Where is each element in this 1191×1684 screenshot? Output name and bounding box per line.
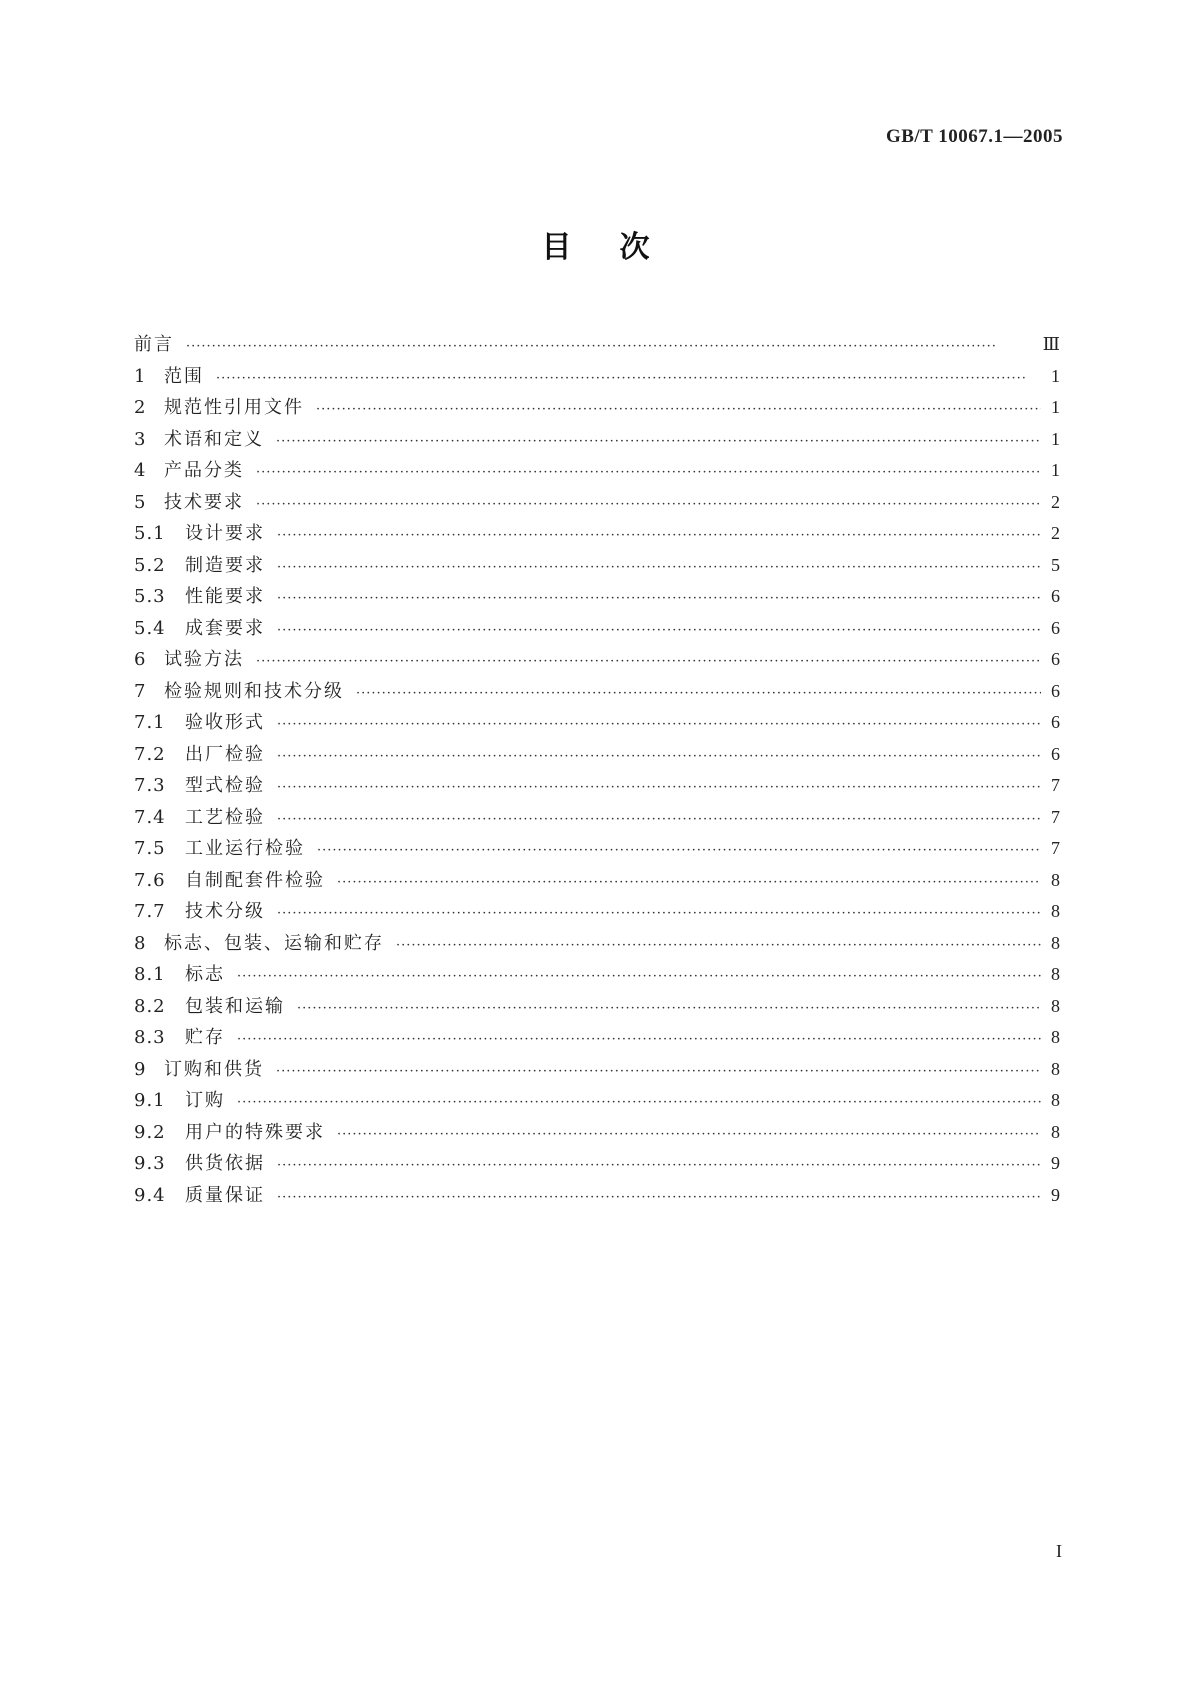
toc-entry-label: 验收形式 [185, 712, 265, 733]
toc-entry[interactable] [134, 707, 1060, 739]
toc-entry-number: 5 [134, 491, 147, 513]
toc-dot-leader [297, 993, 1041, 1025]
toc-entry[interactable] [134, 613, 1060, 645]
toc-entry[interactable] [134, 455, 1060, 487]
toc-dot-leader [237, 1024, 1041, 1056]
toc-entry-page: 8 [1051, 964, 1060, 984]
toc-dot-leader [277, 741, 1041, 773]
toc-entry-number: 9.2 [134, 1121, 166, 1143]
toc-entry-page: 1 [1051, 365, 1060, 386]
toc-entry-number: 9 [134, 1058, 147, 1080]
toc-entry-page: 1 [1051, 428, 1060, 449]
toc-entry-number: 6 [134, 649, 147, 670]
toc-dot-leader [256, 646, 1041, 678]
toc-entry[interactable] [134, 865, 1060, 897]
toc-entry-page: 8 [1051, 1027, 1060, 1047]
toc-entry-page: 7 [1051, 838, 1060, 858]
toc-entry[interactable] [134, 361, 1060, 393]
toc-entry-page: 8 [1051, 901, 1060, 921]
toc-entry-label: 自制配套件检验 [185, 869, 325, 891]
toc-entry-number: 5.3 [134, 586, 166, 607]
toc-entry-page: 6 [1051, 743, 1060, 764]
toc-entry-number: 9.4 [134, 1184, 166, 1206]
table-of-contents [134, 329, 1060, 1211]
toc-entry[interactable] [134, 518, 1060, 550]
toc-dot-leader [277, 583, 1041, 615]
toc-entry-number: 9.3 [134, 1153, 166, 1174]
toc-dot-leader [277, 615, 1041, 647]
toc-entry-number: 5.2 [134, 554, 166, 576]
toc-entry-page: 5 [1051, 554, 1060, 575]
toc-entry-label: 订购和供货 [164, 1058, 264, 1080]
toc-entry-label: 质量保证 [185, 1184, 265, 1206]
toc-entry[interactable] [134, 329, 1060, 361]
toc-entry-number: 7.2 [134, 743, 166, 765]
toc-dot-leader [186, 331, 1033, 363]
toc-entry[interactable] [134, 802, 1060, 834]
toc-entry-label: 供货依据 [185, 1153, 265, 1174]
toc-entry[interactable] [134, 487, 1060, 519]
toc-entry-label: 贮存 [185, 1027, 225, 1048]
toc-entry-label: 订购 [185, 1090, 225, 1111]
toc-entry-page: 1 [1051, 460, 1060, 480]
toc-entry-number: 2 [134, 397, 147, 418]
toc-entry-number: 5.4 [134, 617, 166, 639]
toc-entry-label: 出厂检验 [185, 743, 265, 765]
toc-entry-label: 前言 [134, 334, 174, 355]
toc-entry-label: 性能要求 [185, 586, 265, 607]
toc-entry-page: 9 [1051, 1153, 1060, 1173]
toc-dot-leader [316, 394, 1041, 426]
toc-entry-label: 试验方法 [164, 649, 244, 670]
toc-dot-leader [277, 709, 1041, 741]
standard-number: GB/T 10067.1—2005 [885, 126, 1063, 147]
toc-dot-leader [256, 489, 1041, 521]
toc-entry-page: 6 [1051, 586, 1060, 606]
toc-entry-page: 8 [1051, 1121, 1060, 1142]
toc-dot-leader [216, 363, 1041, 395]
toc-entry-label: 标志 [185, 964, 225, 985]
toc-entry-label: 用户的特殊要求 [185, 1121, 325, 1143]
toc-entry-page: 8 [1051, 869, 1060, 890]
toc-entry-page: 7 [1051, 775, 1060, 795]
toc-entry-number: 7.3 [134, 775, 166, 796]
toc-entry-page: 1 [1051, 397, 1060, 417]
toc-entry-page: 8 [1051, 1090, 1060, 1110]
toc-entry[interactable] [134, 676, 1060, 708]
toc-dot-leader [237, 1087, 1041, 1119]
toc-entry[interactable] [134, 392, 1060, 424]
toc-entry[interactable] [134, 424, 1060, 456]
toc-entry-label: 包装和运输 [185, 995, 285, 1017]
toc-dot-leader [276, 426, 1041, 458]
toc-entry-page: 8 [1051, 995, 1060, 1016]
toc-entry-number: 9.1 [134, 1090, 166, 1111]
toc-entry-label: 制造要求 [185, 554, 265, 576]
toc-entry[interactable] [134, 1022, 1060, 1054]
toc-entry-label: 产品分类 [164, 460, 244, 481]
toc-entry[interactable] [134, 1085, 1060, 1117]
toc-entry-number: 7 [134, 680, 147, 702]
toc-dot-leader [277, 804, 1041, 836]
toc-dot-leader [277, 772, 1041, 804]
toc-entry-number: 8.2 [134, 995, 166, 1017]
toc-entry-page: 6 [1051, 712, 1060, 732]
toc-dot-leader [356, 678, 1041, 710]
toc-entry-page: 2 [1051, 523, 1060, 543]
toc-entry-number: 7.4 [134, 806, 166, 828]
toc-entry-label: 标志、包装、运输和贮存 [164, 932, 384, 954]
toc-entry[interactable] [134, 1054, 1060, 1086]
toc-entry-number: 8.3 [134, 1027, 166, 1048]
toc-entry[interactable] [134, 959, 1060, 991]
toc-entry[interactable] [134, 550, 1060, 582]
toc-entry-label: 技术分级 [185, 901, 265, 922]
toc-entry-page: 7 [1051, 806, 1060, 827]
toc-dot-leader [276, 1056, 1041, 1088]
toc-entry-number: 4 [134, 460, 147, 481]
toc-dot-leader [277, 1182, 1041, 1214]
toc-dot-leader [396, 930, 1041, 962]
toc-entry-label: 工艺检验 [185, 806, 265, 828]
toc-entry[interactable] [134, 833, 1060, 865]
toc-entry-label: 设计要求 [185, 523, 265, 544]
toc-entry-label: 技术要求 [164, 491, 244, 513]
toc-entry-label: 术语和定义 [164, 428, 264, 450]
toc-dot-leader [237, 961, 1041, 993]
toc-entry[interactable] [134, 1180, 1060, 1212]
toc-entry-page: 6 [1051, 649, 1060, 669]
toc-entry[interactable] [134, 1148, 1060, 1180]
toc-entry-label: 型式检验 [185, 775, 265, 796]
toc-entry[interactable] [134, 644, 1060, 676]
toc-entry-number: 7.5 [134, 838, 166, 859]
toc-entry-label: 规范性引用文件 [164, 397, 304, 418]
toc-entry-label: 工业运行检验 [185, 838, 305, 859]
toc-entry-page: 6 [1051, 617, 1060, 638]
toc-entry-number: 7.7 [134, 901, 166, 922]
toc-dot-leader [337, 1119, 1041, 1151]
toc-entry-page: 6 [1051, 680, 1060, 701]
toc-entry[interactable] [134, 928, 1060, 960]
toc-entry-page: Ⅲ [1042, 334, 1060, 354]
toc-entry-number: 1 [134, 365, 147, 387]
toc-dot-leader [277, 898, 1041, 930]
toc-entry-number: 3 [134, 428, 147, 450]
toc-dot-leader [277, 552, 1041, 584]
toc-entry-page: 8 [1051, 1058, 1060, 1079]
page-number: I [1056, 1541, 1062, 1561]
toc-entry-number: 5.1 [134, 523, 166, 544]
toc-entry[interactable] [134, 770, 1060, 802]
toc-entry-page: 2 [1051, 491, 1060, 512]
toc-entry[interactable] [134, 896, 1060, 928]
toc-entry[interactable] [134, 581, 1060, 613]
toc-dot-leader [337, 867, 1041, 899]
toc-entry-number: 7.1 [134, 712, 166, 733]
page-title: 目次 [541, 230, 698, 265]
toc-entry[interactable] [134, 739, 1060, 771]
toc-entry-label: 范围 [164, 365, 204, 387]
toc-dot-leader [277, 520, 1041, 552]
toc-entry-number: 8 [134, 932, 147, 954]
toc-entry-number: 7.6 [134, 869, 166, 891]
toc-entry-label: 检验规则和技术分级 [164, 680, 344, 702]
toc-entry-label: 成套要求 [185, 617, 265, 639]
toc-dot-leader [277, 1150, 1041, 1182]
toc-entry-number: 8.1 [134, 964, 166, 985]
toc-entry-page: 9 [1051, 1184, 1060, 1205]
toc-entry[interactable] [134, 991, 1060, 1023]
toc-entry-page: 8 [1051, 932, 1060, 953]
toc-entry[interactable] [134, 1117, 1060, 1149]
toc-dot-leader [317, 835, 1041, 867]
toc-dot-leader [256, 457, 1041, 489]
